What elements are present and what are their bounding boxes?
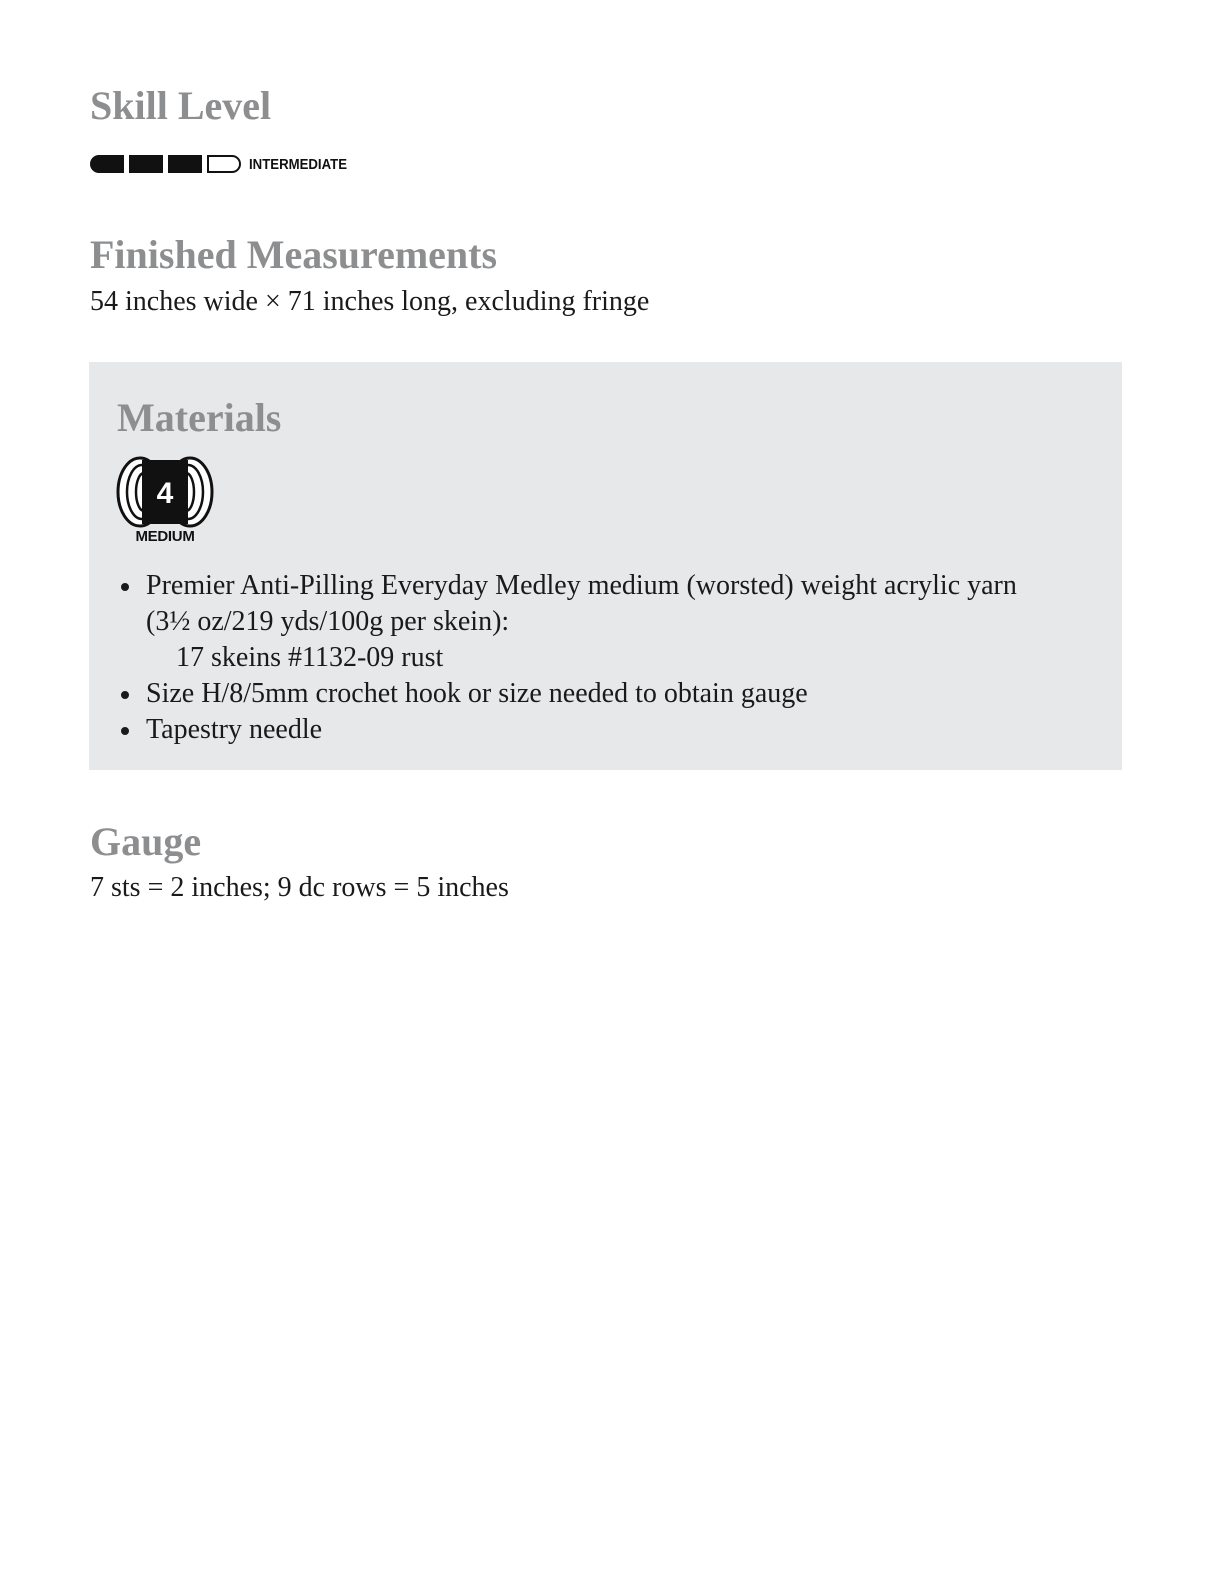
list-item [117,568,1017,676]
material-yarn-line1: Premier Anti-Pilling Everyday Medley medium (worsted) weight acrylic yarn [146,570,1017,601]
skill-bar-filled [129,155,163,173]
gauge-heading: Gauge [90,819,202,864]
skill-level-label: INTERMEDIATE [249,155,348,173]
yarn-weight-label: MEDIUM [135,528,195,545]
finished-measurements-heading: Finished Measurements [90,232,498,277]
gauge-text: 7 sts = 2 inches; 9 dc rows = 5 inches [90,872,509,903]
yarn-weight-4-icon [116,456,214,548]
skill-bar-filled [90,155,124,173]
list-item [117,712,1017,748]
materials-list [117,568,1017,748]
materials-heading: Materials [117,395,282,440]
skill-level-indicator [90,154,360,174]
skill-bar-filled [168,155,202,173]
bullet-icon [121,691,129,699]
material-hook: Size H/8/5mm crochet hook or size needed to obtain gauge [146,678,808,709]
material-yarn-line2: (3½ oz/219 yds/100g per skein): [146,606,510,637]
finished-measurements-text: 54 inches wide × 71 inches long, excluding fringe [90,286,650,317]
yarn-weight-number: 4 [156,477,174,510]
skill-bar-empty [207,155,241,173]
material-yarn-line3: 17 skeins #1132-09 rust [176,642,444,673]
bullet-icon [121,583,129,591]
materials-box [89,362,1122,770]
skill-level-heading: Skill Level [90,83,272,128]
material-needle: Tapestry needle [146,714,323,745]
bullet-icon [121,727,129,735]
list-item [117,676,1017,712]
